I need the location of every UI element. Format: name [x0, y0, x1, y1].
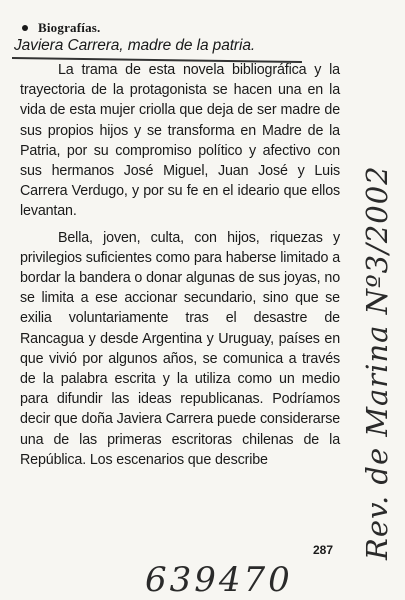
paragraph-1: La trama de esta novela bibliográfica y la trayectoria de la protagonista se hacen una en la vida de esta mujer criolla que deja de ser madre de sus propios hijos y se transforma en Madre de la Patria, por su compromiso político y afectivo con sus hermanos José Miguel, Juan José y Luis Carrera Verdugo, y por su fe en el ideario que ellos levantan.: [20, 62, 340, 220]
bullet-icon: [22, 25, 28, 31]
article-title: Javiera Carrera, madre de la patria.: [14, 37, 256, 54]
section-header: [22, 20, 101, 36]
paragraph-2: Bella, joven, culta, con hijos, riquezas y privilegios suficientes como para haberse limitado a bordar la bandera o donar algunas de sus joyas, no se limita a ese accionar secundario, sino que se exilia voluntariamente tras el desastre de Rancagua y desde Argentina y Uruguay, países en que vivió por algunos años, se comunica a través de la palabra escrita y la utiliza como un medio para difundir las ideas republicanas. Podríamos decir que doña Javiera Carrera puede considerarse una de las primeras escritoras chilenas de la República. Los escenarios que describe: [20, 229, 340, 468]
handwritten-catalog-number: 639470: [145, 560, 293, 600]
article-body: [20, 60, 340, 470]
section-label: Biografías.: [38, 20, 101, 35]
handwritten-source-annotation: Rev. de Marina Nº3/2002: [360, 165, 394, 560]
page-number: 287: [313, 543, 334, 557]
